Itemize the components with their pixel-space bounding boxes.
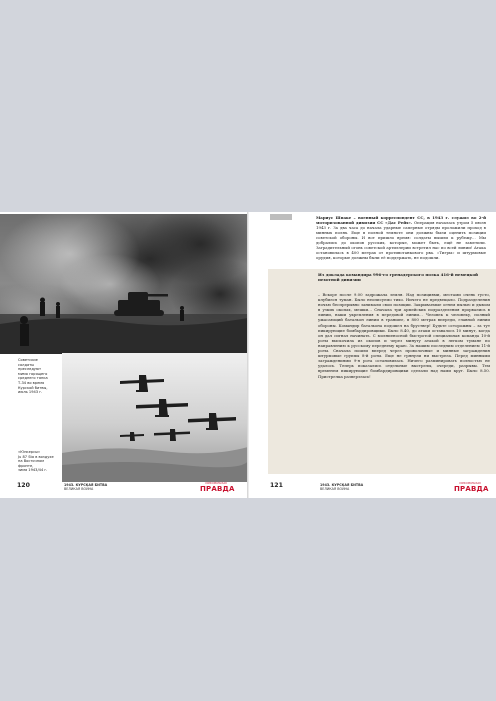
series-title-left <box>64 483 107 491</box>
intro-lead: Мариус Шпаке – военный корреспондент СС, в 1943 г. служил во 2-й моторизованной дивизии СС «Дас Рейх». <box>316 215 486 225</box>
logo-subtext: КОМСОМОЛЬСКАЯ <box>205 482 227 485</box>
logo-subtext: КОМСОМОЛЬСКАЯ <box>459 482 481 485</box>
battle-photo <box>0 214 248 354</box>
series-title: 1943. КУРСКАЯ БИТВА <box>320 483 364 487</box>
report-heading: Из доклада командира 996-го гренадерского полка 416-й немецкой пехотной дивизии <box>318 272 478 283</box>
report-text: – Вскоре после 9.00 задрожала земля. Над позициями, местами очень густо, клубился туман. Было неописуемо тихо. Ничего не предвещало. Подразделения ночью беспрерывно занимали свои позиции. Закрываемые огнем пылью и дымом в узких окопах, мешки… Сначала три армейских подразделения прорвались в линии, наши укрепления в передовой линии… Человек к человеку, полный ужасающий батальон линии в траншее, в 800 метрах впереди, главной линии обороны. Командир батальона подошел на бруствер! Будьте осторожны – за тут пикирующие бомбардировщики. Было 8.40, до атаки оставалось 10 минут, когда он дал сигнал начинать. С молниеносной быстротой специальная команда 10-й роты выскочила из окопов и через минуту атакой в легком тумане по направлению к русскому переднему краю. За нашим последним отделением 11-й роты. Сначала пошли вперед через проволочные и минные заграждения штурмовые группы 8-й роты. Еще не грянули ни выстрела. Перед минными заграждениями 9-я рота остановилась. Ничего разминировать полностью не удалось. Теперь показались отдельные выстрелы, очереди, разрывы. Тем временем пикирующие бомбардировщики сделали над нами круг. Было 8.50. Пристрелка разверзлась! <box>318 292 490 379</box>
series-subtitle: ВЕЛИКАЯ ВОЙНА <box>320 487 350 491</box>
decorative-emblem <box>270 214 292 220</box>
left-page <box>0 212 248 498</box>
book-spread <box>0 212 496 498</box>
logo-text: ПРАВДА <box>200 485 235 493</box>
intro-text <box>316 215 486 260</box>
logo-text: ПРАВДА <box>454 485 489 493</box>
right-page <box>248 212 496 498</box>
photo-caption-bottom: «Юнкерсы» Ju 87 Sta в воздухе на Восточном фронте, зима 1943/44 г. <box>18 450 54 473</box>
photo-caption-top: Советские солдаты преследуют мимо горящего среднего танка Т-34 во время Курской битвы, июль 1943 г. <box>18 358 48 395</box>
pravda-logo <box>454 482 489 493</box>
intro-body: Операция началась утром 5 июля 1943 г. За два часа до начала ударные саперные отряды проложили проход в минных полях. Еще в полной темноте они должны были оценить позиции советской обороны. И вот пришло время: солдаты вышли к рубежу… Мы добрались до окопов русских, которые, может быть, ещё не заметили. Заградительный огонь советской артиллерии встретил нас по всей линии! Атака остановилась в 400 метрах от противотанкового рва. «Тигры» и штурмовые орудия, которые должны были её поддержать, не подошли. <box>316 220 486 260</box>
series-title: 1943. КУРСКАЯ БИТВА <box>64 483 108 487</box>
pravda-logo <box>200 482 235 493</box>
series-subtitle: ВЕЛИКАЯ ВОЙНА <box>64 487 94 491</box>
series-title-right <box>320 483 363 491</box>
page-number-left: 120 <box>17 482 30 489</box>
aircraft-photo <box>62 353 248 482</box>
page-number-right: 121 <box>270 482 283 489</box>
